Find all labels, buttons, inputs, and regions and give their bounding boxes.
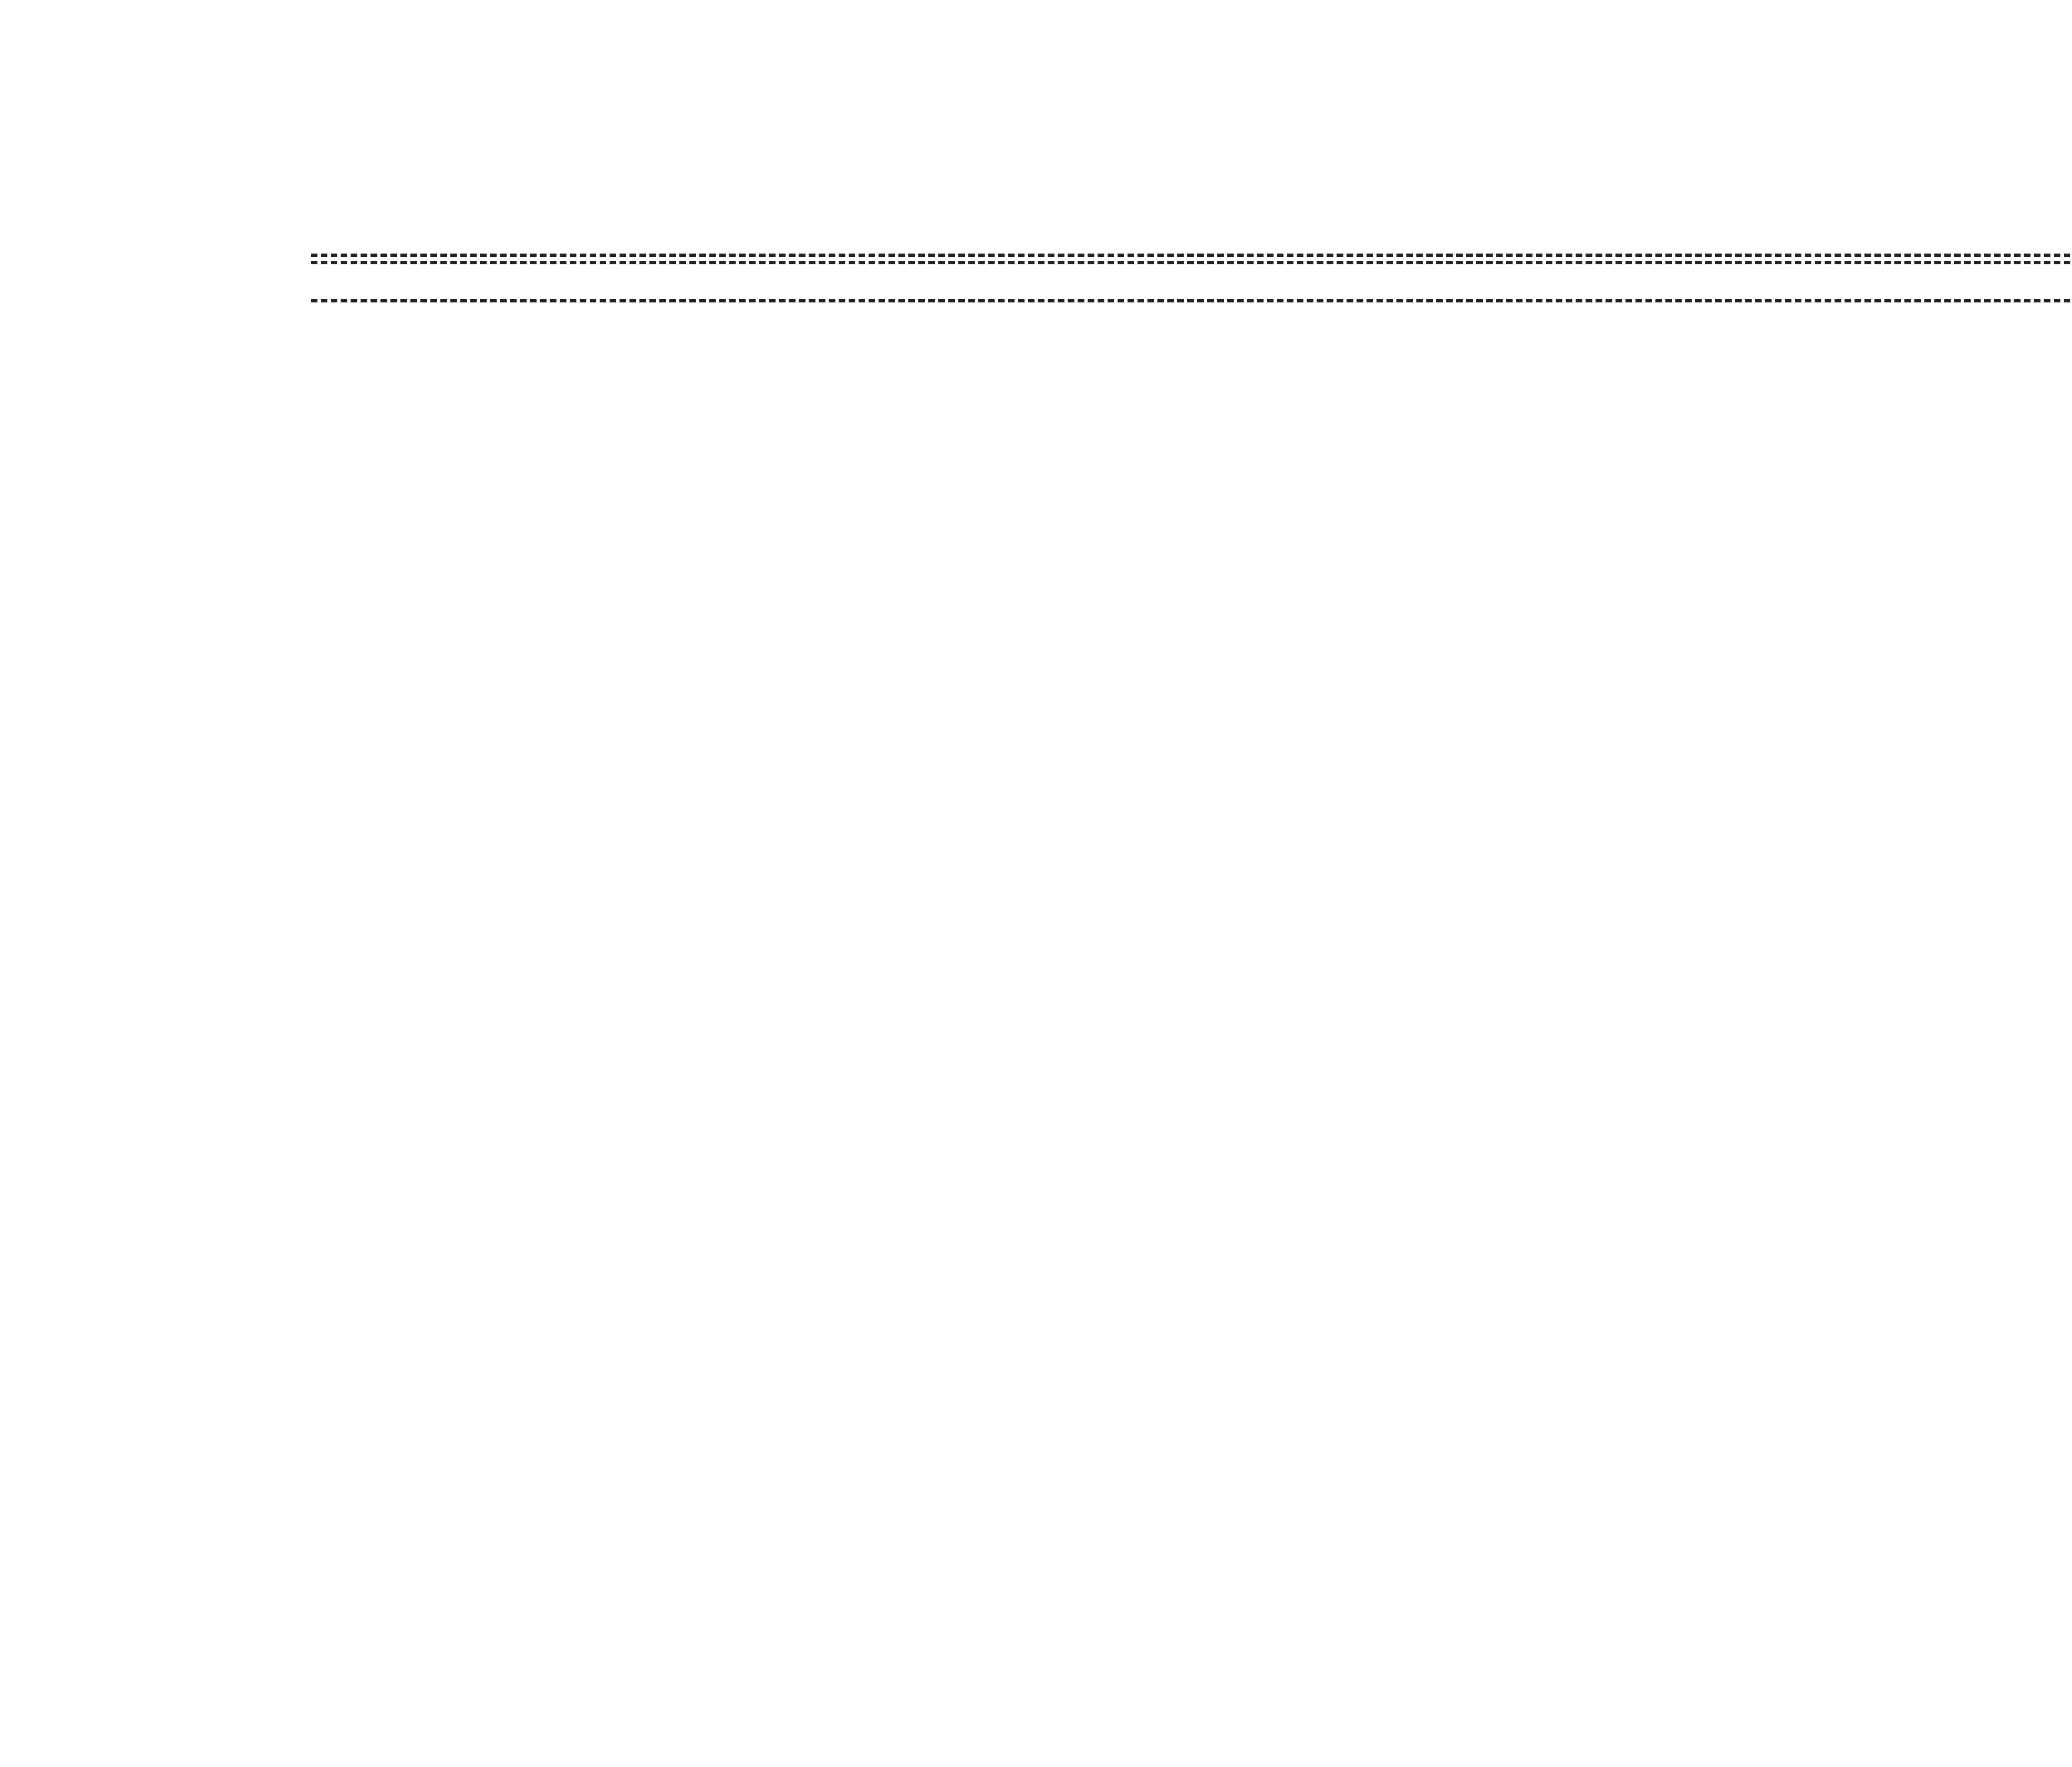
header-rule-top [311,254,2072,257]
header-rule-top-2 [311,261,2072,264]
header-rule-bottom [311,299,2072,302]
